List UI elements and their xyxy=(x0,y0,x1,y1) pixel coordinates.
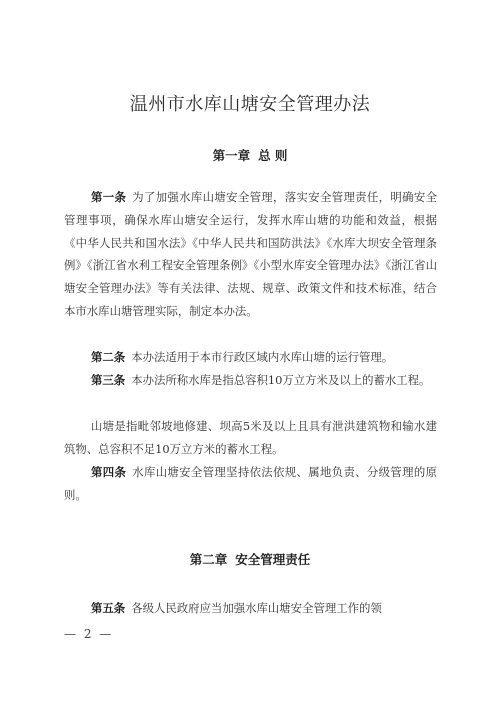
article-4-text: 水库山塘安全管理坚持依法依规、属地负责、分级管理的原则。 xyxy=(64,465,437,502)
article-1 xyxy=(64,186,437,323)
article-3-continuation: 山塘是指毗邻坡地修建、坝高5米及以上且具有泄洪建筑物和输水建筑物、总容积不足10万立方米的蓄水工程。 xyxy=(64,419,437,456)
document-title: 温州市水库山塘安全管理办法 xyxy=(129,94,371,115)
chapter-1-title: 总 则 xyxy=(258,148,288,163)
article-5-label: 第五条 xyxy=(91,601,126,615)
chapter-2-heading xyxy=(0,550,500,568)
article-5 xyxy=(64,597,437,620)
page-number: — 2 — xyxy=(64,627,114,641)
chapter-2-title: 安全管理责任 xyxy=(235,552,311,567)
chapter-1-heading xyxy=(0,146,500,164)
article-3 xyxy=(64,369,437,392)
chapter-2-number: 第二章 xyxy=(189,552,228,567)
article-4-label: 第四条 xyxy=(91,465,127,479)
article-3-label: 第三条 xyxy=(91,373,126,387)
article-2 xyxy=(64,346,437,369)
article-1-label: 第一条 xyxy=(91,190,127,204)
chapter-1-number: 第一章 xyxy=(212,148,251,163)
article-2-label: 第二条 xyxy=(91,350,126,364)
article-3-text: 本办法所称水库是指总容积10万立方米及以上的蓄水工程。 xyxy=(131,373,431,387)
article-1-text: 为了加强水库山塘安全管理，落实安全管理责任，明确安全管理事项，确保水库山塘安全运行，发挥水库山塘的功能和效益，根据《中华人民共和国水法》《中华人民共和国防洪法》《水库大坝安全管理条例》《浙江省水利工程安全管理条例》《小型水库安全管理办法》《浙江省山塘安全管理办法》等有关法律、法规、规章、政策文件和技术标准，结合本市水库山塘管理实际，制定本办法。 xyxy=(64,190,437,318)
article-2-text: 本办法适用于本市行政区域内水库山塘的运行管理。 xyxy=(131,350,394,364)
article-4 xyxy=(64,461,437,507)
article-5-text: 各级人民政府应当加强水库山塘安全管理工作的领 xyxy=(131,601,382,615)
